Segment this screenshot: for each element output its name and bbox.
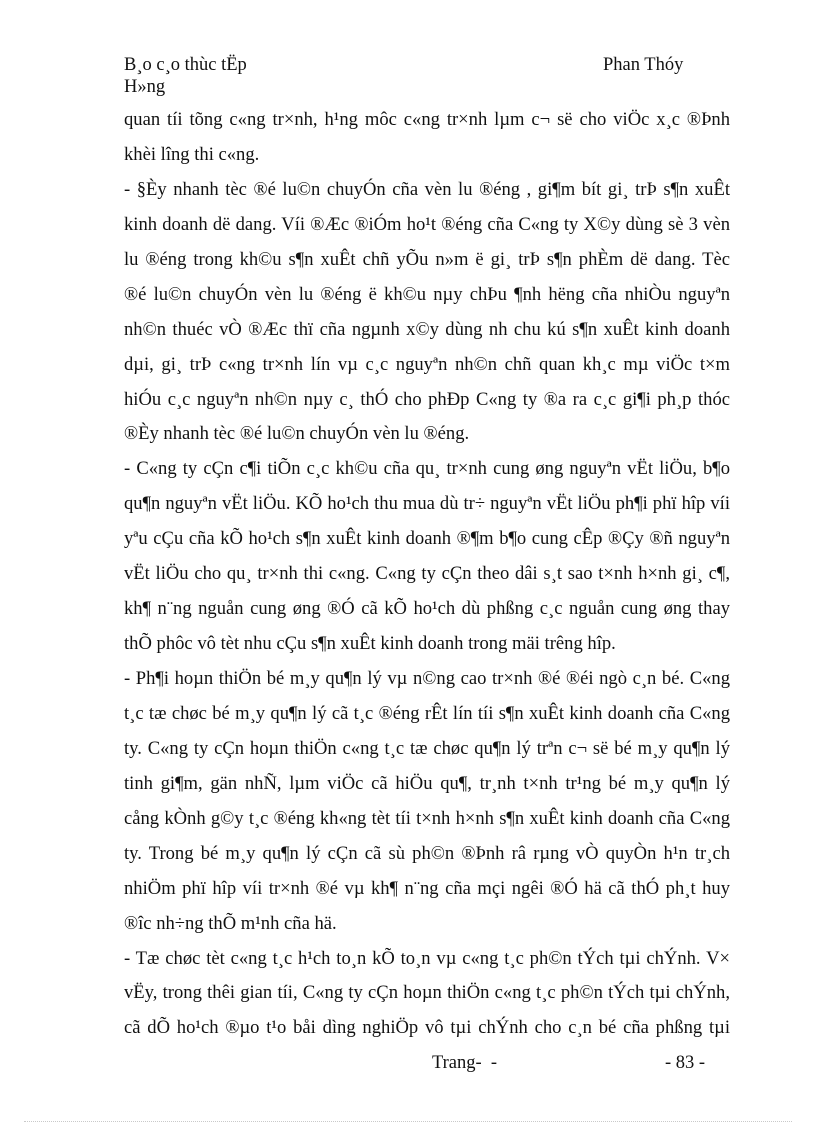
body-line: kinh doanh dë dang. Víi ®Æc ®iÓm ho¹t ®éng cña C«ng ty X©y dùng sè 3 vèn [124,213,730,235]
body-line: cã dÕ ho¹ch ®µo t¹o båi dìng nghiÖp vô tµi chÝnh cho c¸n bé cña phßng tµi [124,1017,730,1039]
page-bottom-divider [24,1121,792,1122]
body-line: - Tæ chøc tèt c«ng t¸c h¹ch to¸n kÕ to¸n vµ c«ng t¸c ph©n tÝch tµi chÝnh. V× [124,947,730,969]
body-line: ®Èy nhanh tèc ®é lu©n chuyÓn vèn lu ®éng. [124,423,470,445]
body-line: ty. Trong bé m¸y qu¶n lý cÇn cã sù ph©n ®Þnh râ rµng vÒ quyÒn h¹n tr¸ch [124,842,730,864]
footer-page-label: Trang- - [432,1053,498,1073]
body-text [124,103,730,1046]
body-line: - Ph¶i hoµn thiÖn bé m¸y qu¶n lý vµ n©ng cao tr×nh ®é ®éi ngò c¸n bé. C«ng [124,668,730,689]
body-line: vËy, trong thêi gian tíi, C«ng ty cÇn hoµn thiÖn c«ng t¸c ph©n tÝch tµi chÝnh, [124,982,730,1004]
body-line: tinh gi¶m, gän nhÑ, lµm viÖc cã hiÖu qu¶, tr¸nh t×nh tr¹ng bé m¸y qu¶n lý [124,772,730,794]
body-line: nh©n thuéc vÒ ®Æc thï cña ngµnh x©y dùng nh chu kú s¶n xuÊt kinh doanh [124,318,730,340]
body-line: nhiÖm phï hîp víi tr×nh ®é vµ kh¶ n¨ng cña mçi ngêi ®Ó hä cã thÓ ph¸t huy [124,877,730,899]
body-line: quan tíi tõng c«ng tr×nh, h¹ng môc c«ng tr×nh lµm c¬ së cho viÖc x¸c ®Þnh [124,109,730,130]
header-author-name: Phan Thóy [603,55,684,75]
body-line: - C«ng ty cÇn c¶i tiÕn c¸c kh©u cña qu¸ tr×nh cung øng nguyªn vËt liÖu, b¶o [124,458,730,480]
body-line: dµi, gi¸ trÞ c«ng tr×nh lín vµ c¸c nguyªn nh©n chñ quan kh¸c mµ viÖc t×m [124,353,730,375]
body-line: hiÓu c¸c nguyªn nh©n nµy c¸ thÓ cho phÐp C«ng ty ®a ra c¸c gi¶i ph¸p thóc [124,388,730,410]
header-report-title: B¸o c¸o thùc tËp [124,55,247,75]
footer-page-number: - 83 - [665,1053,706,1073]
body-line: kh¶ n¨ng nguån cung øng ®Ó cã kÕ ho¹ch dù phßng c¸c nguån cung øng thay [124,598,730,620]
body-line: lu ®éng trong kh©u s¶n xuÊt chñ yÕu n»m ë gi¸ trÞ s¶n phÈm dë dang. Tèc [124,248,730,270]
body-line: ®îc nh÷ng thÕ m¹nh cña hä. [124,912,337,934]
body-line: ®é lu©n chuyÓn vèn lu ®éng ë kh©u nµy chÞu ¶nh hëng cña nhiÒu nguyªn [124,283,730,305]
body-line: yªu cÇu cña kÕ ho¹ch s¶n xuÊt kinh doanh ®¶m b¶o cung cÊp ®Çy ®ñ nguyªn [124,528,730,550]
body-line: ty. C«ng ty cÇn hoµn thiÖn c«ng t¸c tæ chøc qu¶n lý trªn c¬ së bé m¸y qu¶n lý [124,737,730,759]
body-line: cång kÒnh g©y t¸c ®éng kh«ng tèt tíi t×nh h×nh s¶n xuÊt kinh doanh cña C«ng [124,807,730,829]
body-line: vËt liÖu cho qu¸ tr×nh thi c«ng. C«ng ty cÇn theo dâi s¸t sao t×nh h×nh gi¸ c¶, [124,563,730,585]
header-author-name-continued: H»ng [124,77,166,97]
body-line: - §Èy nhanh tèc ®é lu©n chuyÓn cña vèn lu ®éng , gi¶m bít gi¸ trÞ s¶n xuÊt [124,178,730,200]
body-line: qu¶n nguyªn vËt liÖu. KÕ ho¹ch thu mua dù tr÷ nguyªn vËt liÖu ph¶i phï hîp víi [124,493,730,515]
body-line: t¸c tæ chøc bé m¸y qu¶n lý cã t¸c ®éng rÊt lín tíi s¶n xuÊt kinh doanh cña C«ng [124,702,730,724]
body-line: thÕ phôc vô tèt nhu cÇu s¶n xuÊt kinh doanh trong mäi trêng hîp. [124,633,616,655]
body-line: khèi lîng thi c«ng. [124,143,260,165]
